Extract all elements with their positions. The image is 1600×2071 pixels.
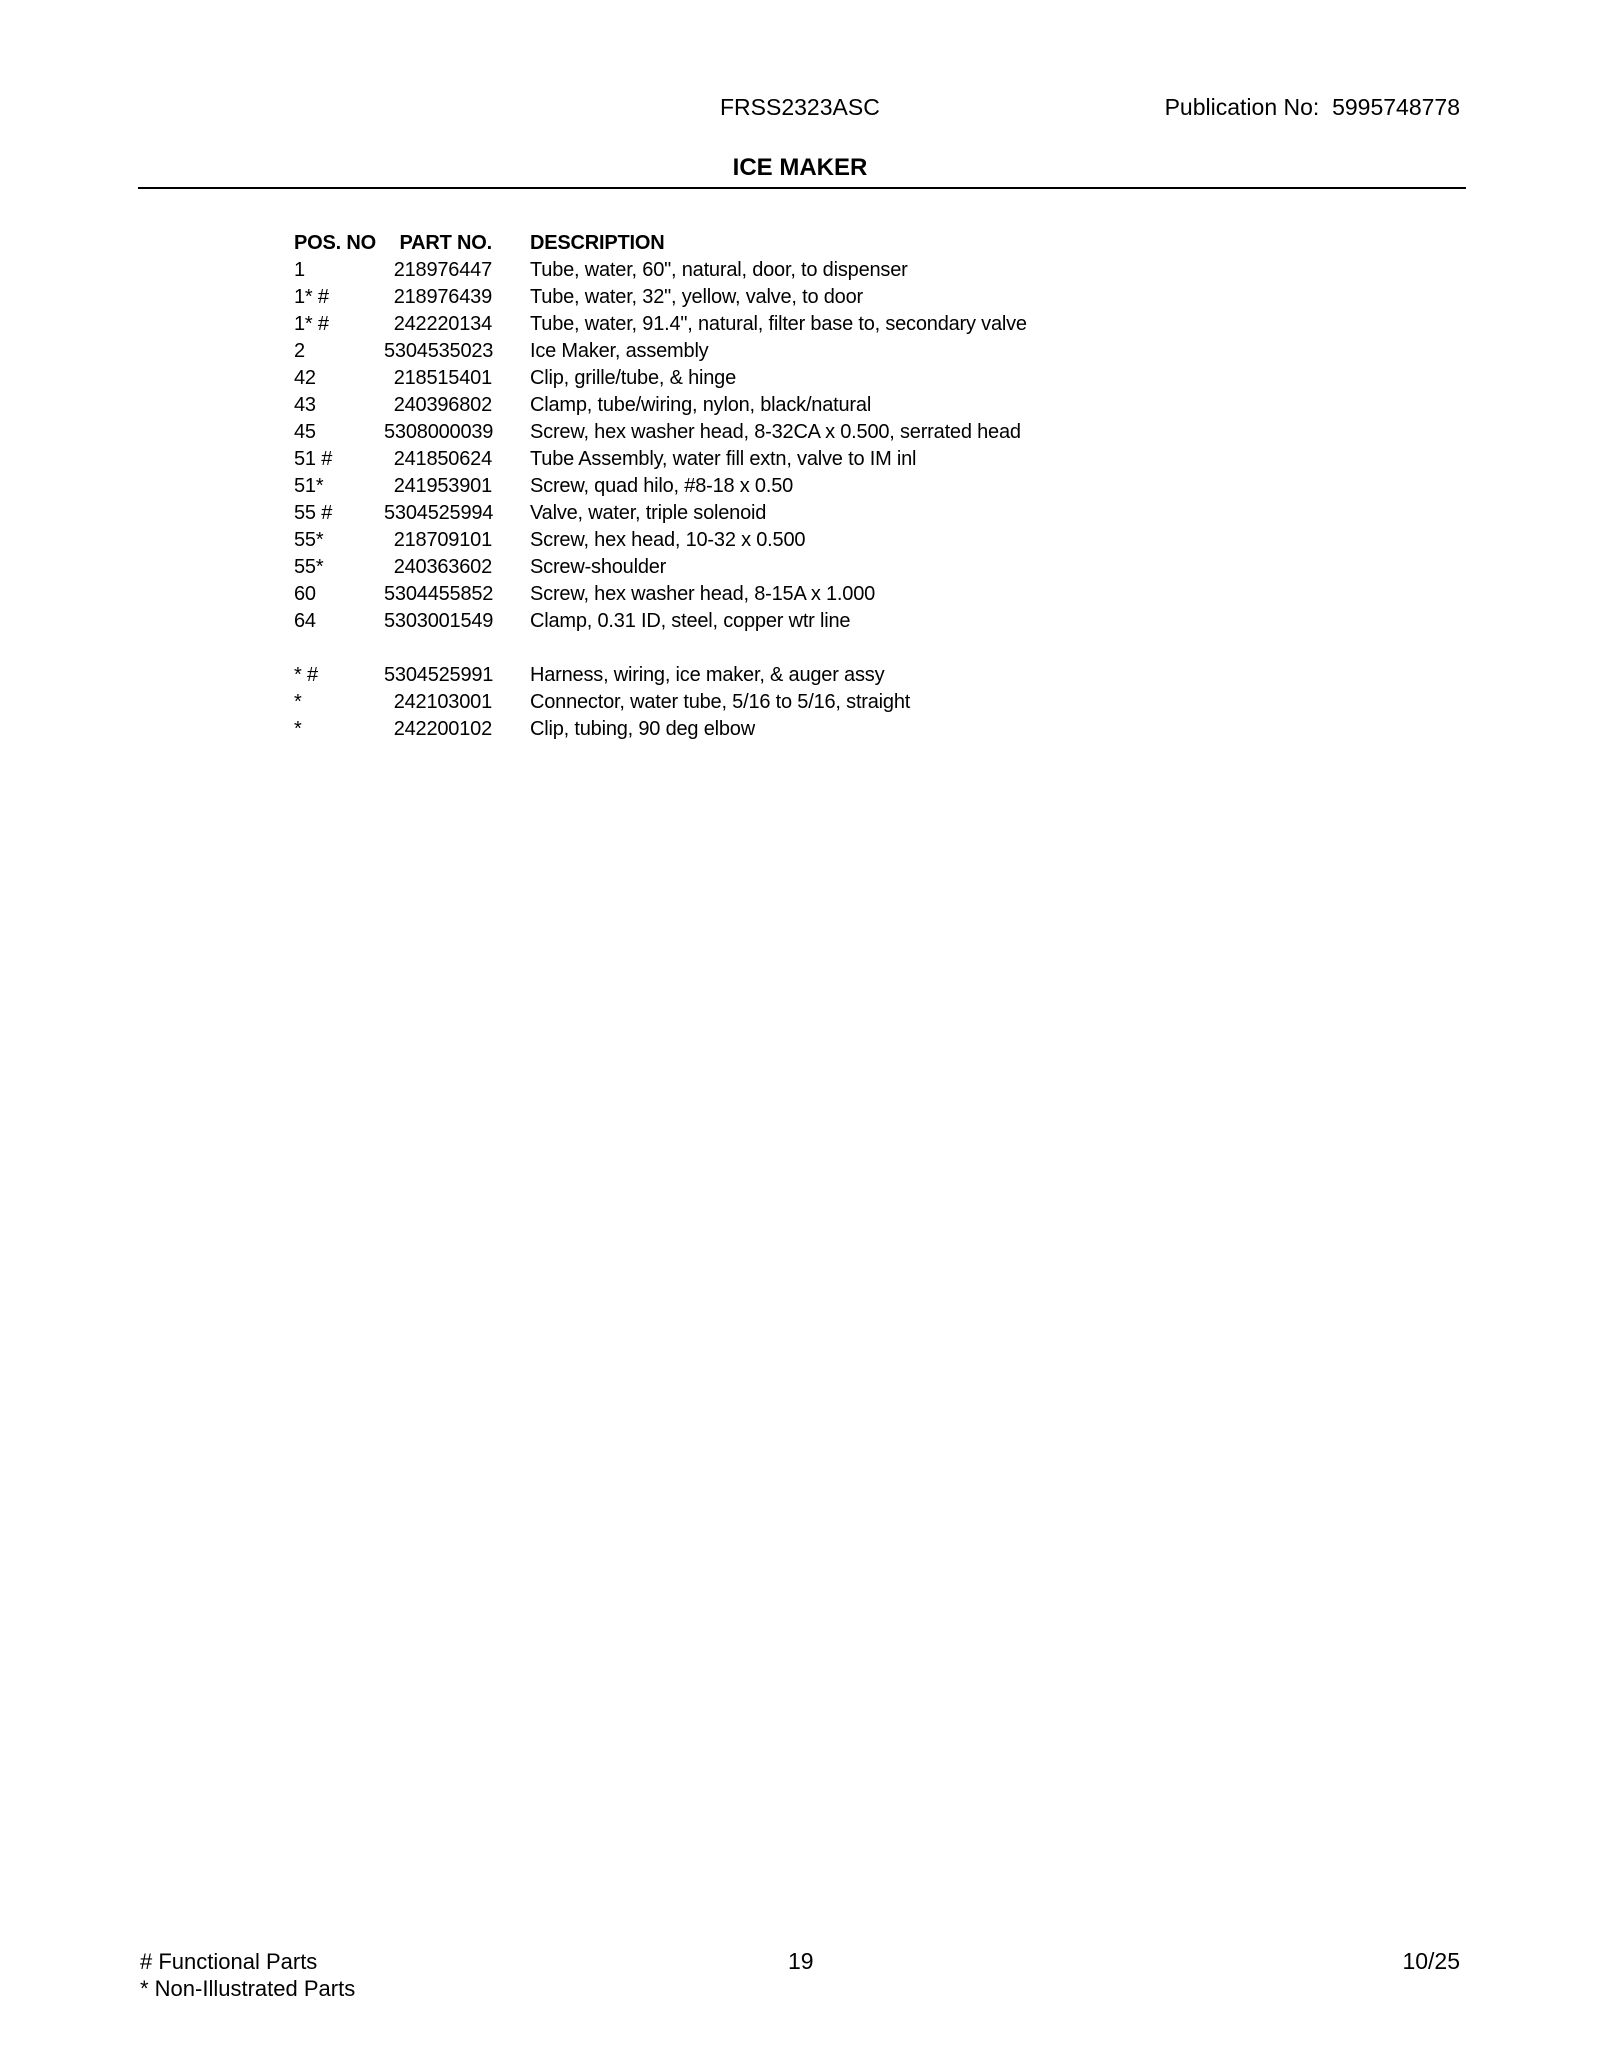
header-part-no: PART NO. xyxy=(399,232,492,254)
cell-part-no: 218515401 xyxy=(393,367,492,389)
table-row xyxy=(294,581,1027,608)
cell-description: Ice Maker, assembly xyxy=(530,340,709,362)
table-header-row xyxy=(294,230,1027,257)
table-row xyxy=(294,446,1027,473)
revision-date: 10/25 xyxy=(1402,1948,1460,1974)
cell-description: Screw, hex washer head, 8-32CA x 0.500, serrated head xyxy=(530,421,1021,443)
cell-description: Tube, water, 91.4", natural, filter base to, secondary valve xyxy=(530,313,1027,335)
legend-non-illustrated-parts: * Non-Illustrated Parts xyxy=(140,1976,356,2001)
legend-functional-parts: # Functional Parts xyxy=(140,1949,318,1974)
cell-description: Tube, water, 32", yellow, valve, to door xyxy=(530,286,863,308)
cell-part-no: 240363602 xyxy=(393,556,492,578)
table-body-non-illustrated xyxy=(294,662,1027,743)
cell-description: Harness, wiring, ice maker, & auger assy xyxy=(530,664,885,686)
cell-description: Clip, grille/tube, & hinge xyxy=(530,367,737,389)
cell-description: Valve, water, triple solenoid xyxy=(530,502,767,524)
model-number: FRSS2323ASC xyxy=(720,94,880,120)
cell-description: Tube Assembly, water fill extn, valve to IM inl xyxy=(530,448,917,470)
cell-part-no: 5308000039 xyxy=(384,421,494,443)
table-row xyxy=(294,338,1027,365)
section-title: ICE MAKER xyxy=(732,154,868,181)
cell-pos-no: * xyxy=(294,718,302,740)
cell-pos-no: 1* # xyxy=(294,313,329,335)
cell-pos-no: 1* # xyxy=(294,286,329,308)
table-row xyxy=(294,284,1027,311)
parts-table xyxy=(294,230,1027,743)
cell-description: Screw-shoulder xyxy=(530,556,667,578)
cell-pos-no: * # xyxy=(294,664,318,686)
cell-part-no: 5303001549 xyxy=(384,610,494,632)
cell-description: Clamp, tube/wiring, nylon, black/natural xyxy=(530,394,872,416)
table-row xyxy=(294,311,1027,338)
cell-pos-no: 1 xyxy=(294,259,305,281)
cell-pos-no: * xyxy=(294,691,302,713)
cell-part-no: 5304455852 xyxy=(384,583,494,605)
table-row xyxy=(294,392,1027,419)
table-row xyxy=(294,716,1027,743)
cell-pos-no: 60 xyxy=(294,583,316,605)
cell-description: Screw, quad hilo, #8-18 x 0.50 xyxy=(530,475,794,497)
cell-part-no: 242220134 xyxy=(393,313,492,335)
cell-part-no: 5304535023 xyxy=(384,340,494,362)
cell-part-no: 241953901 xyxy=(393,475,492,497)
table-row xyxy=(294,365,1027,392)
page-number: 19 xyxy=(788,1948,814,1974)
cell-part-no: 218709101 xyxy=(393,529,492,551)
table-row xyxy=(294,500,1027,527)
cell-part-no: 218976439 xyxy=(393,286,492,308)
table-body xyxy=(294,257,1027,635)
cell-description: Clip, tubing, 90 deg elbow xyxy=(530,718,755,740)
cell-part-no: 241850624 xyxy=(393,448,492,470)
table-row xyxy=(294,554,1027,581)
cell-pos-no: 51* xyxy=(294,475,324,497)
table-row xyxy=(294,662,1027,689)
header-description: DESCRIPTION xyxy=(530,232,665,254)
cell-part-no: 240396802 xyxy=(393,394,492,416)
cell-part-no: 218976447 xyxy=(393,259,492,281)
cell-pos-no: 55* xyxy=(294,529,324,551)
cell-part-no: 5304525991 xyxy=(384,664,494,686)
cell-pos-no: 43 xyxy=(294,394,316,416)
cell-description: Clamp, 0.31 ID, steel, copper wtr line xyxy=(530,610,851,632)
cell-description: Screw, hex head, 10-32 x 0.500 xyxy=(530,529,806,551)
cell-pos-no: 45 xyxy=(294,421,316,443)
table-row xyxy=(294,608,1027,635)
cell-part-no: 5304525994 xyxy=(384,502,494,524)
cell-description: Connector, water tube, 5/16 to 5/16, straight xyxy=(530,691,911,713)
cell-description: Tube, water, 60", natural, door, to dispenser xyxy=(530,259,908,281)
header-pos-no: POS. NO xyxy=(294,232,376,254)
table-row xyxy=(294,419,1027,446)
cell-part-no: 242200102 xyxy=(393,718,492,740)
cell-pos-no: 55 # xyxy=(294,502,333,524)
cell-pos-no: 42 xyxy=(294,367,316,389)
table-row xyxy=(294,689,1027,716)
table-spacer xyxy=(294,635,1027,662)
cell-pos-no: 64 xyxy=(294,610,316,632)
cell-description: Screw, hex washer head, 8-15A x 1.000 xyxy=(530,583,876,605)
table-row xyxy=(294,527,1027,554)
table-row xyxy=(294,473,1027,500)
publication-number: Publication No: 5995748778 xyxy=(1164,94,1460,120)
cell-part-no: 242103001 xyxy=(393,691,492,713)
cell-pos-no: 51 # xyxy=(294,448,333,470)
title-divider xyxy=(138,187,1466,189)
table-row xyxy=(294,257,1027,284)
footer-legend xyxy=(140,1948,355,2002)
cell-pos-no: 55* xyxy=(294,556,324,578)
cell-pos-no: 2 xyxy=(294,340,305,362)
